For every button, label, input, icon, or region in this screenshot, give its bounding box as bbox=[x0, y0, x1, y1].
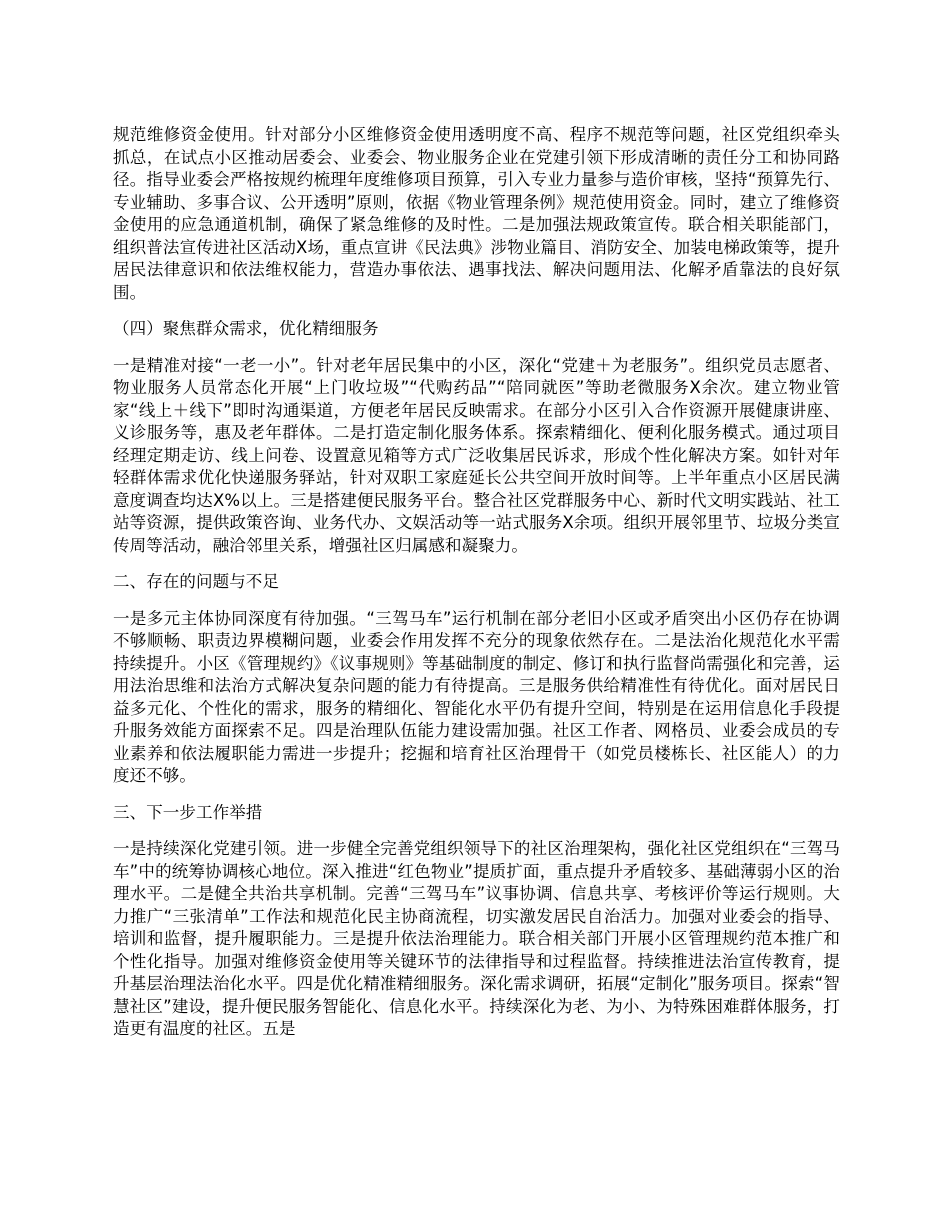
paragraph-next-steps: 一是持续深化党建引领。进一步健全完善党组织领导下的社区治理架构，强化社区党组织在“三驾马车”中的统筹协调核心地位。深入推进“红色物业”提质扩面，重点提升矛盾较多、基础薄弱小区的治理水平。二是健全共治共享机制。完善“三驾马车”议事协调、信息共享、考核评价等运行规则。大力推广“三张清单”工作法和规范化民主协商流程，切实激发居民自治活力。加强对业委会的指导、培训和监督，提升履职能力。三是提升依法治理能力。联合相关部门开展小区管理规约范本推广和个性化指导。加强对维修资金使用等关键环节的法律指导和过程监督。持续推进法治宣传教育，提升基层治理法治化水平。四是优化精准精细服务。深化需求调研，拓展“定制化”服务项目。探索“智慧社区”建设，提升便民服务智能化、信息化水平。持续深化为老、为小、为特殊困难群体服务，打造更有温度的社区。五是 bbox=[113, 839, 840, 1038]
section-heading-problems: 二、存在的问题与不足 bbox=[113, 572, 279, 591]
section-heading-next-steps: 三、下一步工作举措 bbox=[113, 802, 263, 822]
paragraph-problems: 一是多元主体协同深度有待加强。“三驾马车”运行机制在部分老旧小区或矛盾突出小区仍存在协调不够顺畅、职责边界模糊问题，业委会作用发挥不充分的现象依然存在。二是法治化规范化水平需持续提升。小区《管理规约》《议事规则》等基础制度的制定、修订和执行监督尚需强化和完善，运用法治思维和法治方式解决复杂问题的能力有待提高。三是服务供给精准性有待优化。面对居民日益多元化、个性化的需求，服务的精细化、智能化水平仍有提升空间，特别是在运用信息化手段提升服务效能方面探索不足。四是治理队伍能力建设需加强。社区工作者、网格员、业委会成员的专业素养和依法履职能力需进一步提升；挖掘和培育社区治理骨干（如党员楼栋长、社区能人）的力度还不够。 bbox=[113, 608, 840, 785]
document-body bbox=[113, 124, 840, 1055]
section-heading-four: （四）聚焦群众需求，优化精细服务 bbox=[113, 319, 379, 338]
paragraph-public-needs: 一是精准对接“一老一小”。针对老年居民集中的小区，深化“党建＋为老服务”。组织党员志愿者、物业服务人员常态化开展“上门收垃圾”“代购药品”“陪同就医”等助老微服务X余次。建立物业管家“线上＋线下”即时沟通渠道，方便老年居民反映需求。在部分小区引入合作资源开展健康讲座、义诊服务等，惠及老年群体。二是打造定制化服务体系。探索精细化、便利化服务模式。通过项目经理定期走访、线上问卷、设置意见箱等方式广泛收集居民诉求，形成个性化解决方案。如针对年轻群体需求优化快递服务驿站，针对双职工家庭延长公共空间开放时间等。上半年重点小区居民满意度调查均达X%以上。三是搭建便民服务平台。整合社区党群服务中心、新时代文明实践站、社工站等资源，提供政策咨询、业务代办、文娱活动等一站式服务X余项。组织开展邻里节、垃圾分类宣传周等活动，融洽邻里关系，增强社区归属感和凝聚力。 bbox=[113, 355, 840, 555]
paragraph-maintenance-fund: 规范维修资金使用。针对部分小区维修资金使用透明度不高、程序不规范等问题，社区党组织牵头抓总，在试点小区推动居委会、业委会、物业服务企业在党建引领下形成清晰的责任分工和协同路径。指导业委会严格按规约梳理年度维修项目预算，引入专业力量参与造价审核，坚持“预算先行、专业辅助、多事合议、公开透明”原则，依据《物业管理条例》规范使用资金。同时，建立了维修资金使用的应急通道机制，确保了紧急维修的及时性。二是加强法规政策宣传。联合相关职能部门，组织普法宣传进社区活动X场，重点宣讲《民法典》涉物业篇目、消防安全、加装电梯政策等，提升居民法律意识和依法维权能力，营造办事依法、遇事找法、解决问题用法、化解矛盾靠法的良好氛围。 bbox=[113, 125, 840, 302]
